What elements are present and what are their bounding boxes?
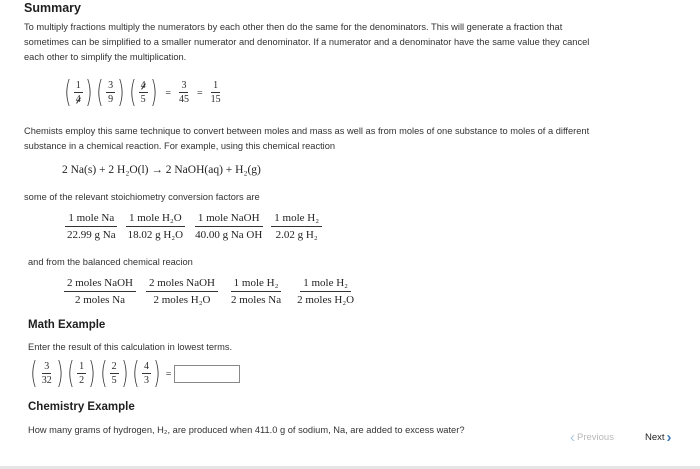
intro-line: each other to simplify the multiplication. xyxy=(24,52,187,62)
example-result-simplified: $\frac{1}{15}$ xyxy=(210,80,221,105)
math-fraction-3: ( $\frac{2}{5}$ ) xyxy=(100,356,128,391)
conversion-factors xyxy=(64,213,322,241)
chemistry-paragraph xyxy=(24,124,589,154)
summary-heading: Summary xyxy=(24,1,81,15)
mole-ratios xyxy=(64,278,357,306)
math-example-prompt: Enter the result of this calculation in lowest terms. xyxy=(28,342,233,352)
math-fraction-2: ( $\frac{1}{2}$ ) xyxy=(67,356,96,391)
conversion-factor: $\frac{\text{1 mole NaOH}}{\text{40.00 g Na OH}}$ xyxy=(195,212,263,241)
example-fraction-3: ( $\frac{4}{5}$ ) xyxy=(129,75,157,110)
chevron-right-icon: › xyxy=(666,429,672,446)
fraction-example xyxy=(62,75,223,110)
stoich-intro: some of the relevant stoichiometry conversion factors are xyxy=(24,192,260,202)
equals-sign: = xyxy=(165,87,171,99)
example-fraction-1: ( $\frac{1}{4}$ ) xyxy=(64,75,93,110)
mole-ratio: $\frac{\text{1 mole H₂}}{\text{2 moles H₂O}}$ xyxy=(297,277,355,306)
mole-ratio: $\frac{\text{1 mole H₂}}{\text{2 moles Na}}$ xyxy=(231,277,282,306)
conversion-factor: $\frac{\text{1 mole Na}}{\text{22.99 g Na}}$ xyxy=(67,212,116,241)
example-fraction-2: ( $\frac{3}{9}$ ) xyxy=(96,75,125,110)
previous-label: Previous xyxy=(577,432,614,443)
chem-line: Chemists employ this same technique to convert between moles and mass as well as from moles of one substance to moles of a different xyxy=(24,126,590,136)
next-label: Next xyxy=(645,432,665,443)
equals-sign: = xyxy=(196,87,203,99)
chemistry-example-heading: Chemistry Example xyxy=(28,401,135,413)
intro-line: sometimes can be simplified to a smaller numerator and denominator. If a numerator and a denominator have the same value they cancel xyxy=(24,37,590,47)
conversion-factor: $\frac{\text{1 mole H₂}}{\text{2.02 g H₂}}$ xyxy=(271,213,322,241)
chem-line: substance in a chemical reaction. For example, using this chemical reaction xyxy=(24,141,336,151)
math-fraction-1: ( $\frac{3}{32}$ ) xyxy=(30,356,64,391)
math-fraction-4: ( $\frac{4}{3}$ ) xyxy=(132,356,161,391)
math-example-heading: Math Example xyxy=(28,319,106,331)
math-example-expression xyxy=(28,356,240,391)
mole-ratio: $\frac{\text{2 moles NaOH}}{\text{2 moles Na}}$ xyxy=(64,278,136,306)
mole-ratio: $\frac{\text{2 moles NaOH}}{\text{2 moles H₂O}}$ xyxy=(146,278,218,306)
balanced-intro: and from the balanced chemical reacion xyxy=(28,257,193,267)
intro-line: To multiply fractions multiply the numerators by each other then do the same for the denominators. This will generate a fraction that xyxy=(24,22,563,32)
equals-sign: = xyxy=(165,368,172,380)
next-button[interactable] xyxy=(645,430,672,445)
previous-button[interactable] xyxy=(570,430,614,445)
intro-paragraph xyxy=(24,20,589,65)
chevron-left-icon: ‹ xyxy=(570,429,575,446)
example-result-unsimplified: $\frac{3}{45}$ xyxy=(178,80,189,105)
answer-input[interactable] xyxy=(174,365,240,383)
conversion-factor: $\frac{\text{1 mole H₂O}}{\text{18.02 g H₂O}}$ xyxy=(127,212,184,241)
chemistry-example-question: How many grams of hydrogen, H₂, are produced when 411.0 g of sodium, Na, are added to excess water? xyxy=(28,425,465,435)
chemical-reaction: 2 Na(s) + 2 H₂O(l) → 2 NaOH(aq) + H₂(g) xyxy=(62,164,261,176)
